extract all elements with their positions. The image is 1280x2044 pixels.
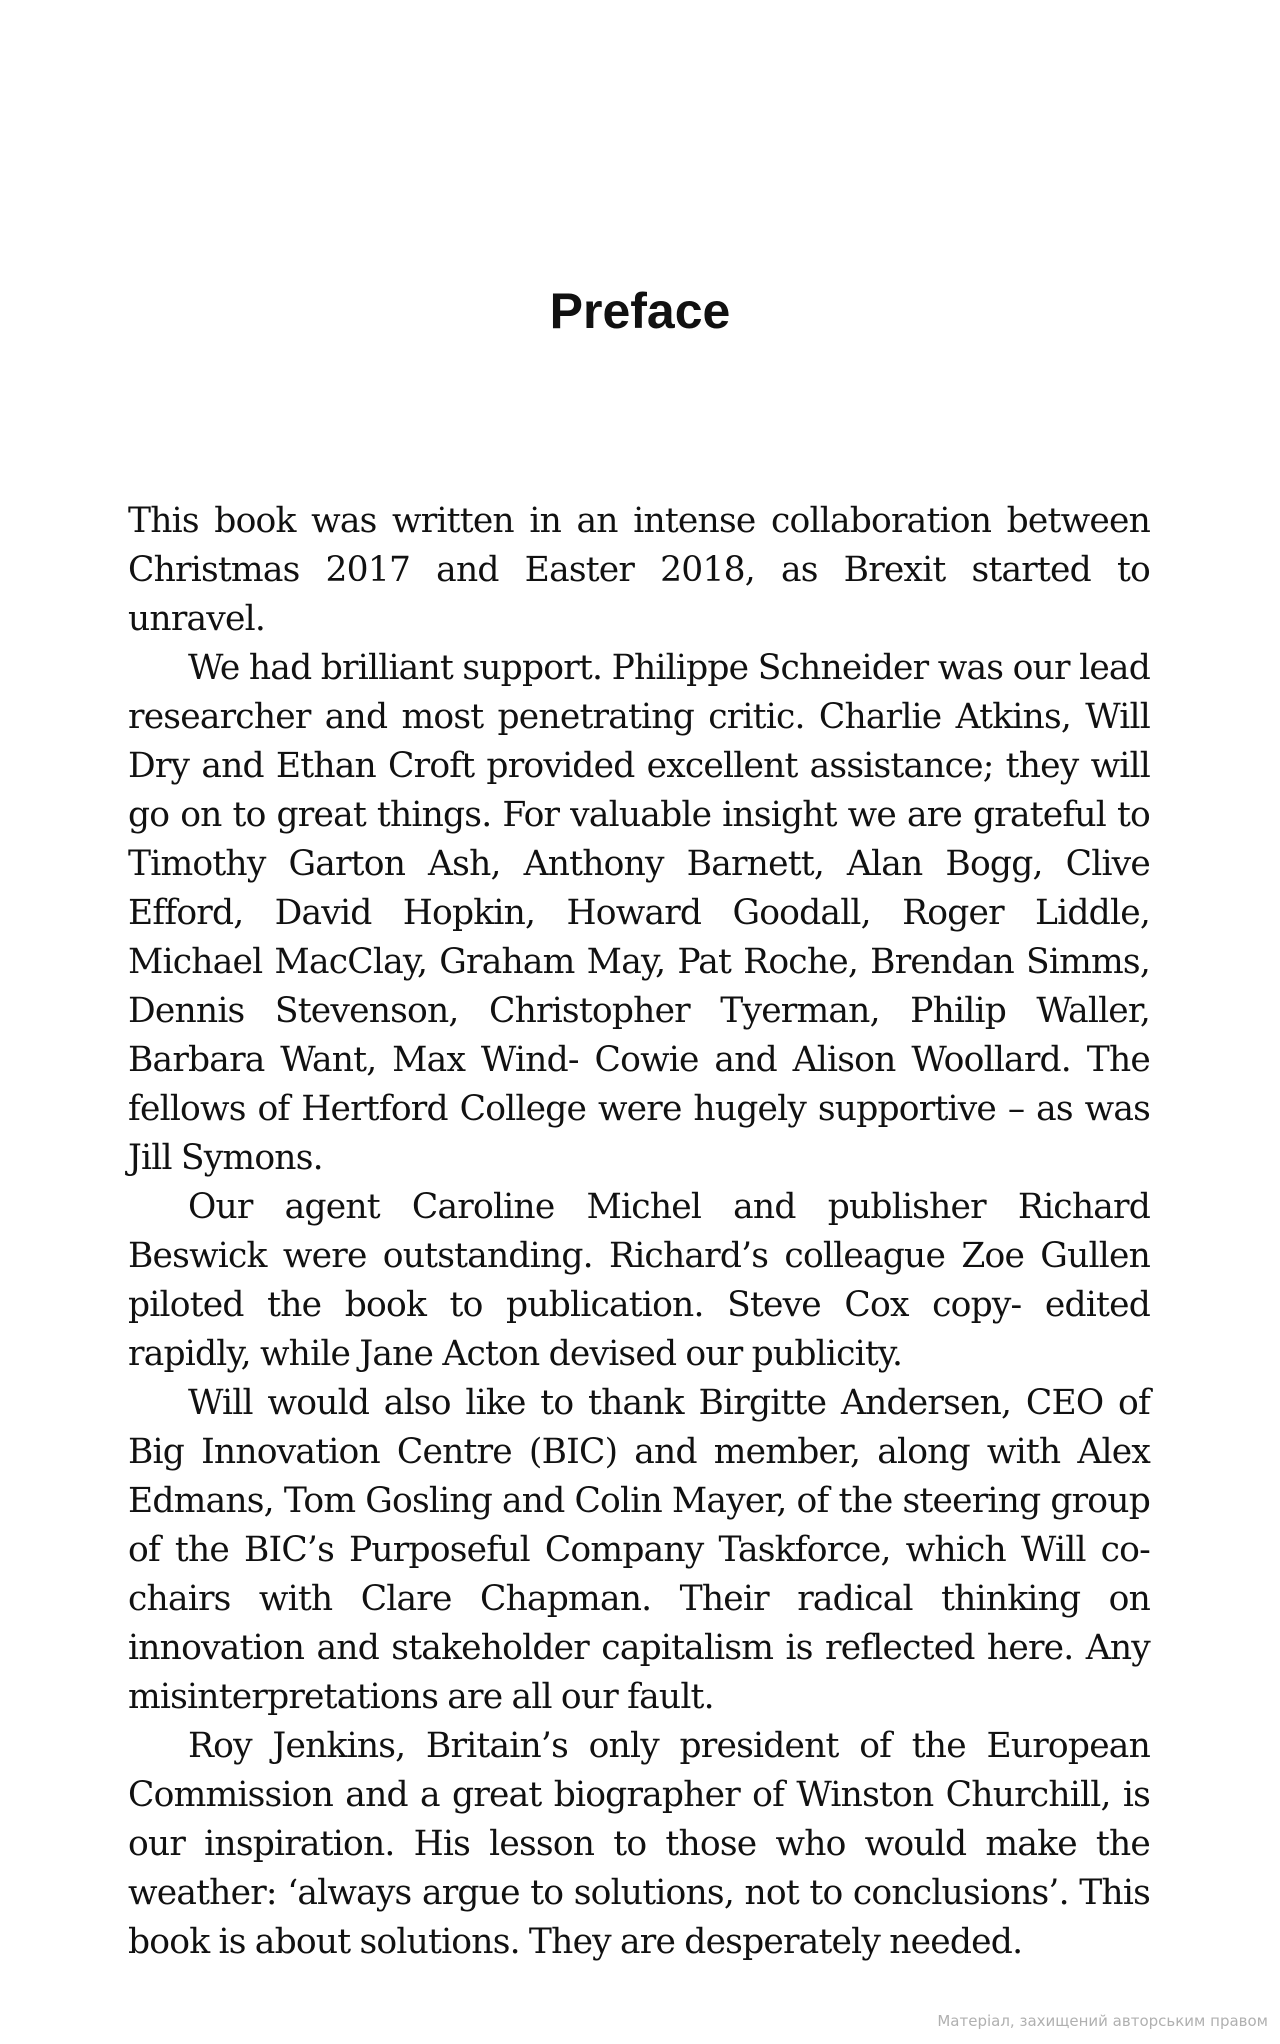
paragraph-3: Our agent Caroline Michel and publisher Richard Beswick were outstanding. Richard’s colleague Zoe Gullen piloted the book to publication. Steve Cox copy- edited rapidly, while Jane Acton devised our publicity. <box>128 1187 1150 1374</box>
page-title: Preface <box>549 283 731 339</box>
paragraph-5: Roy Jenkins, Britain’s only president of the European Commission and a great biographer of Winston Churchill, is our inspiration. His lesson to those who would make the weather: ‘always argue to solutions, not to conclusions’. This book is about solutions. They are desperately needed. <box>128 1726 1150 1962</box>
paragraph-1: This book was written in an intense collaboration between Christmas 2017 and Easter 2018, as Brexit started to unravel. <box>128 501 1150 639</box>
paragraph-4: Will would also like to thank Birgitte Andersen, CEO of Big Innovation Centre (BIC) and member, along with Alex Edmans, Tom Gosling and Colin Mayer, of the steering group of the BIC’s Purposeful Company Taskforce, which Will co-chairs with Clare Chapman. Their radical thinking on innovation and stakeholder capitalism is reflected here. Any misinterpretations are all our fault. <box>128 1383 1150 1717</box>
copyright-watermark: Матеріал, захищений авторським правом <box>937 2012 1268 2030</box>
paragraph-2: We had brilliant support. Philippe Schneider was our lead researcher and most penetrating critic. Charlie Atkins, Will Dry and Ethan Croft provided excellent assistance; they will go on to great things. For valuable insight we are grateful to Timothy Garton Ash, Anthony Barnett, Alan Bogg, Clive Efford, David Hopkin, Howard Goodall, Roger Liddle, Michael MacClay, Graham May, Pat Roche, Brendan Simms, Dennis Stevenson, Christopher Tyerman, Philip Waller, Barbara Want, Max Wind- Cowie and Alison Woollard. The fellows of Hertford College were hugely supportive – as was Jill Symons. <box>128 648 1150 1178</box>
preface-body <box>128 497 1150 1967</box>
